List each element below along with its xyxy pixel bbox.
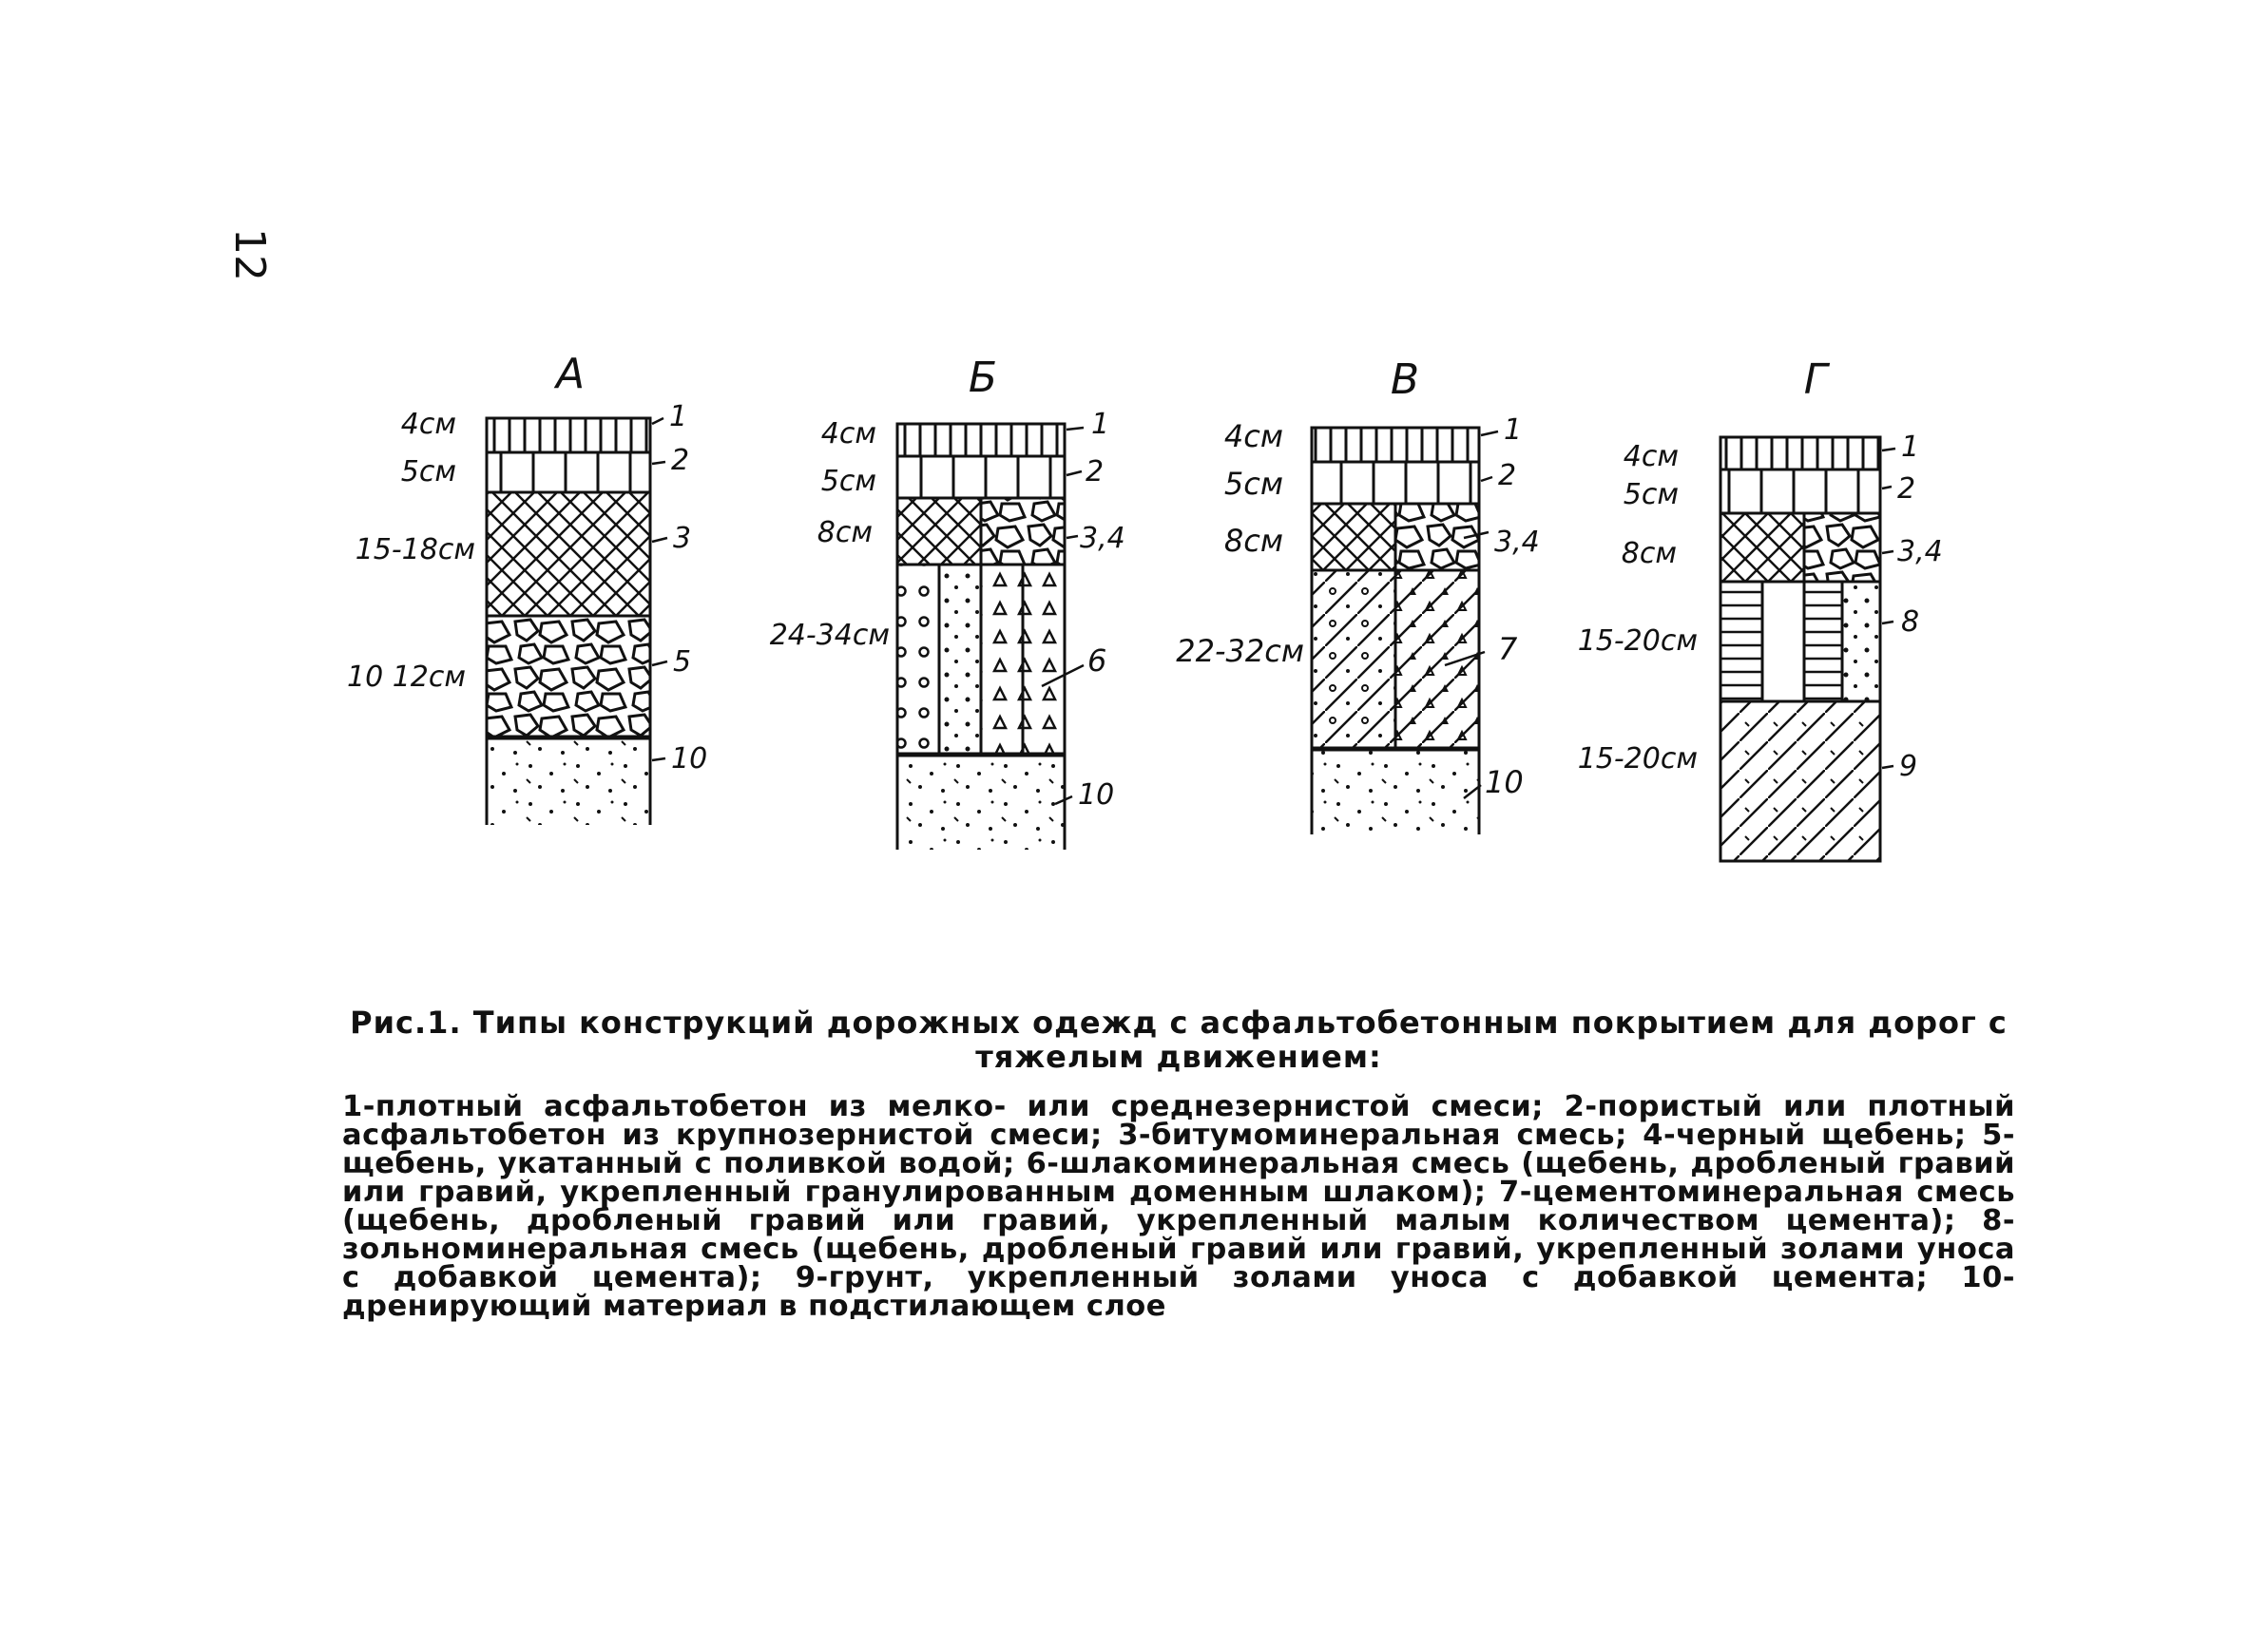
layer-2: [1720, 469, 1880, 513]
layer-label: 7: [1498, 631, 1518, 667]
column-g: [1578, 355, 1943, 861]
layer-2: [897, 456, 1065, 498]
layer-label: 1: [1091, 408, 1110, 441]
layer-4: [981, 498, 1065, 565]
layer-label: 2: [1086, 455, 1105, 488]
depth-label: 5см: [1623, 478, 1679, 511]
layer-3: [1720, 513, 1804, 582]
depth-label: 8см: [817, 516, 873, 549]
depth-label: 8см: [1621, 537, 1677, 570]
layer-label: 9: [1899, 750, 1918, 783]
depth-label: 5см: [820, 465, 876, 498]
layer-7: [1395, 570, 1479, 749]
layer-label: 1: [1504, 413, 1523, 447]
column-letter: А: [555, 350, 586, 398]
layer-10: [487, 737, 650, 825]
depth-label: 10 12см: [346, 661, 466, 694]
layer-1: [897, 424, 1065, 456]
column-letter: Б: [968, 354, 998, 402]
layer-label: 3,4: [1494, 526, 1540, 559]
layer-label: 5: [673, 645, 692, 679]
layer-4: [1804, 513, 1880, 582]
depth-label: 15-20см: [1577, 742, 1698, 776]
layer-label: 8: [1901, 605, 1920, 639]
column-v: [1176, 355, 1539, 834]
layer-10: [897, 755, 1065, 850]
layer-6: [939, 565, 981, 755]
layer-1: [1720, 437, 1880, 469]
layer-label: 3,4: [1080, 522, 1125, 555]
layer-8: [1804, 582, 1842, 701]
layer-6: [1023, 565, 1065, 755]
layer-3: [1312, 504, 1395, 570]
depth-label: 4см: [1623, 440, 1679, 473]
figure-caption-title: Рис.1. Типы конструкций дорожных одежд с асфальтобетонным покрытием для дорог с тяжелым движением:: [350, 1005, 2008, 1075]
column-letter: Г: [1803, 355, 1828, 404]
layer-10: [1312, 749, 1479, 834]
layer-label: 10: [671, 742, 708, 776]
page-number: 12: [225, 228, 274, 281]
depth-label: 4см: [820, 417, 876, 450]
layer-7: [1312, 570, 1395, 749]
layer-label: 2: [1498, 459, 1517, 492]
depth-label: 4см: [400, 408, 456, 441]
layer-label: 10: [1485, 764, 1524, 800]
column-b: [770, 354, 1125, 850]
layer-label: 10: [1078, 778, 1115, 812]
layer-8: [1842, 582, 1880, 701]
layer-label: 3: [673, 522, 692, 555]
layer-label: 6: [1087, 642, 1107, 679]
layer-2: [487, 452, 650, 492]
layer-3: [487, 492, 650, 616]
depth-label: 5см: [1223, 466, 1283, 502]
depth-label: 15-18см: [355, 533, 475, 566]
layer-label: 2: [671, 444, 690, 477]
layer-1: [1312, 428, 1479, 462]
depth-label: 22-32см: [1176, 633, 1304, 669]
layer-9: [1720, 701, 1880, 861]
layer-8: [1720, 582, 1762, 701]
layer-3: [897, 498, 981, 565]
column-letter: В: [1390, 355, 1420, 404]
layer-8: [1762, 582, 1804, 701]
depth-label: 4см: [1223, 418, 1283, 454]
layer-label: 3,4: [1897, 535, 1943, 568]
layer-1: [487, 418, 650, 452]
depth-label: 15-20см: [1577, 624, 1698, 658]
layer-label: 1: [669, 400, 688, 433]
layer-label: 1: [1901, 431, 1920, 464]
layer-2: [1312, 462, 1479, 504]
layer-5: [487, 616, 650, 737]
layer-label: 2: [1897, 472, 1916, 506]
depth-label: 8см: [1223, 523, 1283, 559]
figure-caption-body: 1-плотный асфальтобетон из мелко- или среднезернистой смеси; 2-пористый или плотный асфальтобетон из крупнозернистой смеси; 3-битумоминеральная смесь; 4-черный щебень; 5-щебень, укатанный с поливкой водой; 6-шлакоминеральная смесь (щебень, дробленый гравий или гравий, укрепленный гранулированным доменным шлаком); 7-цементоминеральная смесь (щебень, дробленый гравий или гравий, укрепленный малым количеством цемента); 8-зольноминеральная смесь (щебень, дробленый гравий или гравий, укрепленный золами уноса с добавкой цемента); 9-грунт, укрепленный золами уноса с добавкой цемента; 10-дренирующий материал в подстилающем слое: [342, 1090, 2015, 1323]
depth-label: 5см: [400, 455, 456, 488]
column-a: [347, 350, 707, 825]
layer-6: [981, 565, 1023, 755]
depth-label: 24-34см: [769, 619, 890, 652]
layer-6: [897, 565, 939, 755]
